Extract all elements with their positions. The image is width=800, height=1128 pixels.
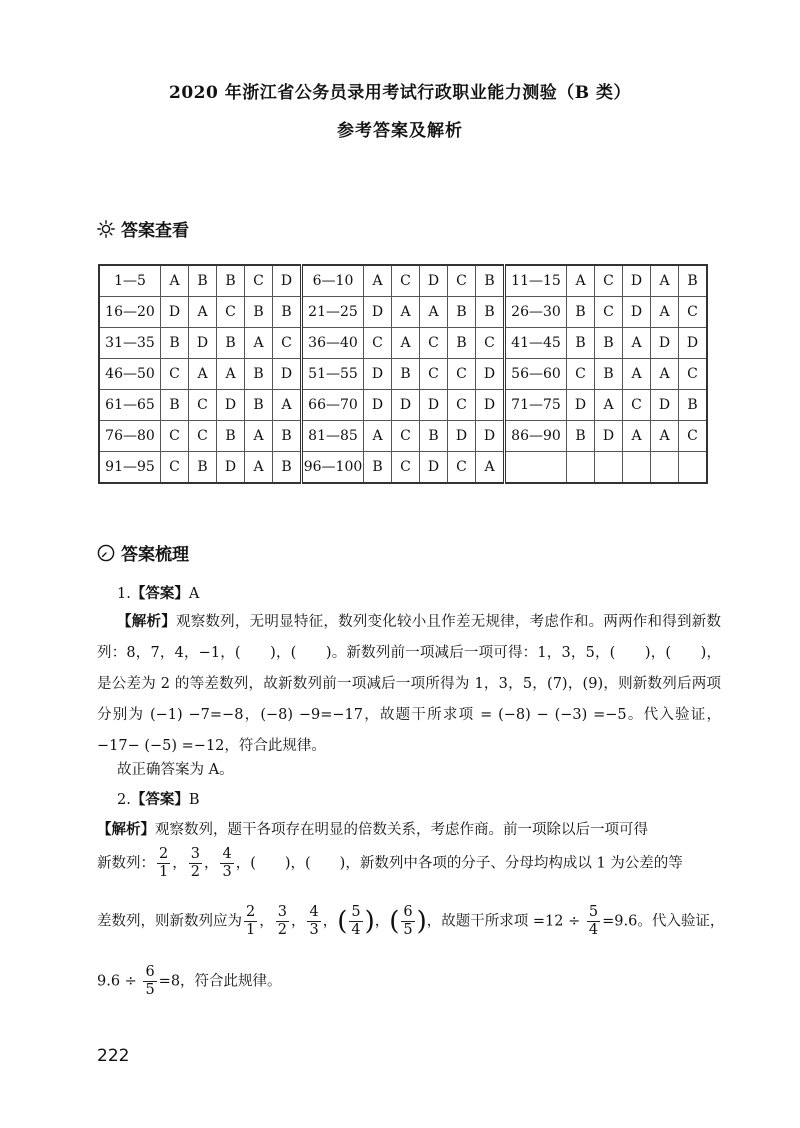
answer-cell: C xyxy=(567,359,595,390)
answer-cell: C xyxy=(189,421,217,452)
answer-cell: D xyxy=(364,297,392,328)
answer-cell: B xyxy=(217,421,245,452)
answer-cell: A xyxy=(420,297,448,328)
q2-analysis-label: 【解析】 xyxy=(97,821,155,838)
answer-cell: D xyxy=(420,390,448,421)
question-range: 41—45 xyxy=(505,328,567,359)
answer-cell: B xyxy=(448,328,476,359)
question-range: 1—5 xyxy=(99,265,161,297)
answer-review-heading-text: 答案梳理 xyxy=(121,545,189,565)
answer-table-row xyxy=(99,265,707,297)
answer-cell xyxy=(595,452,623,484)
clock-icon xyxy=(97,544,115,562)
answer-cell: D xyxy=(476,421,505,452)
answer-cell: D xyxy=(623,265,651,297)
answer-review-heading xyxy=(97,540,189,565)
answer-cell: D xyxy=(364,359,392,390)
fraction-6-5: $\frac{6}{5}$ xyxy=(403,904,413,938)
sun-icon xyxy=(97,220,115,238)
answer-cell: B xyxy=(595,359,623,390)
answer-cell: C xyxy=(392,452,420,484)
q2-line3-prefix: 差数列，则新数列应为 xyxy=(97,913,242,930)
answer-table-row xyxy=(99,297,707,328)
answer-cell: B xyxy=(161,328,189,359)
answer-cell: B xyxy=(273,452,302,484)
answer-cell: C xyxy=(161,359,189,390)
answer-cell: A xyxy=(623,359,651,390)
answer-cell: A xyxy=(651,359,679,390)
answer-cell: C xyxy=(595,297,623,328)
answer-cell: D xyxy=(448,421,476,452)
answer-cell: B xyxy=(476,265,505,297)
answer-check-heading xyxy=(97,216,189,241)
fraction-3-2: $\frac{3}{2}$ xyxy=(190,846,200,880)
fraction-2-1: $\frac{2}{1}$ xyxy=(159,846,169,880)
q1-analysis-label: 【解析】 xyxy=(117,613,176,630)
question-range: 66—70 xyxy=(302,390,364,421)
answer-cell: C xyxy=(420,328,448,359)
answer-cell: D xyxy=(679,328,708,359)
q1-analysis xyxy=(97,606,721,762)
fraction-2-1b: $\frac{2}{1}$ xyxy=(246,904,256,938)
question-range: 96—100 xyxy=(302,452,364,484)
answer-cell: C xyxy=(448,452,476,484)
answer-cell: A xyxy=(364,421,392,452)
q2-line4-prefix: 9.6 ÷ xyxy=(97,973,142,990)
answer-cell: C xyxy=(217,297,245,328)
q2-answer-value: B xyxy=(188,792,200,808)
q1-number: 1. xyxy=(117,586,131,602)
document-subtitle: 参考答案及解析 xyxy=(337,121,463,141)
answer-cell: C xyxy=(679,297,708,328)
question-range: 76—80 xyxy=(99,421,161,452)
answer-cell: C xyxy=(161,452,189,484)
answer-table-row xyxy=(99,421,707,452)
q1-answer-value: A xyxy=(188,586,200,602)
question-range: 36—40 xyxy=(302,328,364,359)
answer-cell: A xyxy=(245,452,273,484)
answer-cell: D xyxy=(595,421,623,452)
answer-cell: D xyxy=(364,390,392,421)
q2-analysis-line4 xyxy=(97,964,722,999)
q2-analysis-line1-text: 观察数列，题干各项存在明显的倍数关系，考虑作商。前一项除以后一项可得 xyxy=(155,822,648,838)
q1-answer-label: 【答案】 xyxy=(130,585,189,602)
q2-line2-prefix: 新数列： xyxy=(97,855,155,872)
answer-cell: C xyxy=(679,421,708,452)
answer-cell: C xyxy=(679,359,708,390)
answer-cell: D xyxy=(420,452,448,484)
answer-cell: B xyxy=(392,359,420,390)
answer-cell: C xyxy=(420,359,448,390)
q2-line3-suffix: =9.6。代入验证， xyxy=(602,913,725,930)
question-range: 56—60 xyxy=(505,359,567,390)
q2-answer-label: 【答案】 xyxy=(130,791,189,808)
answer-cell: C xyxy=(161,421,189,452)
answer-cell: C xyxy=(392,265,420,297)
answer-check-heading-text: 答案查看 xyxy=(121,221,189,241)
answer-cell: A xyxy=(623,328,651,359)
answer-cell: B xyxy=(567,297,595,328)
answer-cell xyxy=(651,452,679,484)
question-range: 6—10 xyxy=(302,265,364,297)
answer-cell: D xyxy=(392,390,420,421)
question-range: 11—15 xyxy=(505,265,567,297)
answer-table-row xyxy=(99,328,707,359)
question-range: 91—95 xyxy=(99,452,161,484)
answer-cell: A xyxy=(651,421,679,452)
q2-analysis-line1 xyxy=(97,818,722,839)
fraction-4-3: $\frac{4}{3}$ xyxy=(222,846,232,880)
answer-cell: B xyxy=(567,421,595,452)
question-range: 26—30 xyxy=(505,297,567,328)
answer-cell: A xyxy=(364,265,392,297)
answer-cell: B xyxy=(217,265,245,297)
answer-cell: B xyxy=(567,328,595,359)
q1-analysis-text: 观察数列，无明显特征，数列变化较小且作差无规律，考虑作和。两两作和得到新数列：8，7，4，−1，( )，( )。新数列前一项减后一项可得：1，3，5，( )，( )，是公差为 2 的等差数列，故新数列前一项减后一项所得为 1，3，5，(7)，(9)，则新数列后两项分别为 (−1) −7=−8，(−8) −9=−17，故题干所求项 = (−8) − (−3) =−5。代入验证，−17− (−5) =−12，符合此规律。 xyxy=(97,614,721,754)
q1-conclusion: 故正确答案为 A。 xyxy=(117,762,234,778)
answer-cell: D xyxy=(217,390,245,421)
answer-cell: C xyxy=(273,328,302,359)
answer-cell: A xyxy=(392,328,420,359)
question-range: 71—75 xyxy=(505,390,567,421)
question-range xyxy=(505,452,567,484)
answer-table-row xyxy=(99,390,707,421)
fraction-4-3b: $\frac{4}{3}$ xyxy=(309,904,319,938)
answer-cell: A xyxy=(595,390,623,421)
answer-cell: A xyxy=(623,421,651,452)
question-range: 81—85 xyxy=(302,421,364,452)
answer-cell: C xyxy=(623,390,651,421)
answer-cell: D xyxy=(651,390,679,421)
answer-cell: C xyxy=(448,265,476,297)
answer-table-row xyxy=(99,359,707,390)
answer-cell: B xyxy=(245,359,273,390)
answer-cell: A xyxy=(217,359,245,390)
answer-cell: B xyxy=(189,452,217,484)
answer-cell: A xyxy=(189,359,217,390)
answer-cell: A xyxy=(651,265,679,297)
answer-cell: C xyxy=(476,328,505,359)
answer-cell: B xyxy=(161,390,189,421)
answer-cell: C xyxy=(189,390,217,421)
q2-answer xyxy=(117,788,742,809)
answer-cell: B xyxy=(595,328,623,359)
answer-cell: C xyxy=(245,265,273,297)
q2-line2-suffix: ，( )，( )，新数列中各项的分子、分母均构成以 1 为公差的等 xyxy=(235,855,683,872)
answer-cell xyxy=(623,452,651,484)
fraction-5-4b: $\frac{5}{4}$ xyxy=(588,904,599,938)
answer-cell: B xyxy=(448,297,476,328)
question-range: 21—25 xyxy=(302,297,364,328)
answer-cell: A xyxy=(189,297,217,328)
answer-cell xyxy=(679,452,708,484)
answer-cell: B xyxy=(420,421,448,452)
answer-cell: B xyxy=(217,328,245,359)
q2-line3-mid: ，故题干所求项 =12 ÷ xyxy=(426,913,585,930)
answer-cell: D xyxy=(567,390,595,421)
answer-cell: A xyxy=(567,265,595,297)
answer-cell: B xyxy=(476,297,505,328)
answer-cell: C xyxy=(364,328,392,359)
answer-cell: D xyxy=(217,452,245,484)
question-range: 46—50 xyxy=(99,359,161,390)
answer-cell: D xyxy=(476,359,505,390)
answer-cell: A xyxy=(273,390,302,421)
answer-cell: D xyxy=(623,297,651,328)
fraction-5-4: $\frac{5}{4}$ xyxy=(351,904,361,938)
q2-line4-suffix: =8，符合此规律。 xyxy=(158,973,282,990)
document-title: 2020 年浙江省公务员录用考试行政职业能力测验（B 类） xyxy=(168,83,632,103)
q1-answer xyxy=(117,582,742,603)
answer-cell: D xyxy=(420,265,448,297)
answer-cell: D xyxy=(476,390,505,421)
q2-number: 2. xyxy=(117,792,131,808)
answer-cell: B xyxy=(273,421,302,452)
answer-cell: B xyxy=(679,390,708,421)
fraction-3-2b: $\frac{3}{2}$ xyxy=(277,904,287,938)
answer-cell: B xyxy=(364,452,392,484)
answer-cell: C xyxy=(392,421,420,452)
answer-cell: D xyxy=(273,359,302,390)
question-range: 61—65 xyxy=(99,390,161,421)
answer-cell: C xyxy=(448,359,476,390)
answer-cell: B xyxy=(679,265,708,297)
question-range: 31—35 xyxy=(99,328,161,359)
answer-cell: B xyxy=(245,390,273,421)
answer-cell: A xyxy=(651,297,679,328)
fraction-6-5b: $\frac{6}{5}$ xyxy=(145,964,155,998)
answer-cell xyxy=(567,452,595,484)
question-range: 86—90 xyxy=(505,421,567,452)
answer-cell: D xyxy=(273,265,302,297)
answer-cell: B xyxy=(245,297,273,328)
question-range: 16—20 xyxy=(99,297,161,328)
answer-cell: B xyxy=(189,265,217,297)
answer-cell: A xyxy=(476,452,505,484)
answer-cell: A xyxy=(245,421,273,452)
answer-cell: D xyxy=(161,297,189,328)
page-number: 222 xyxy=(97,1046,130,1066)
q2-analysis-line2: 新数列： $\frac{2}{1}$ ， $\frac{3}{2}$ ， $\frac{4}{3}$ ，( )，( )，新数列中各项的分子、分母均构成以 1 为公差的等 xyxy=(97,846,683,880)
answer-cell: C xyxy=(595,265,623,297)
answer-table-row xyxy=(99,452,707,484)
q2-analysis-line3: 差数列，则新数列应为 $\frac{2}{1}$ ， $\frac{3}{2}$ ， $\frac{4}{3}$ ，( $\frac{5}{4}$ )，( $\frac{6}{5}$ )，故题干所求项 =12 ÷ $\frac{5}{4}$ =9.6。代入验证， xyxy=(97,904,725,938)
answer-cell: A xyxy=(245,328,273,359)
answer-cell: B xyxy=(273,297,302,328)
answer-cell: A xyxy=(161,265,189,297)
answer-cell: C xyxy=(448,390,476,421)
answer-cell: A xyxy=(392,297,420,328)
answer-cell: D xyxy=(189,328,217,359)
question-range: 51—55 xyxy=(302,359,364,390)
answer-table xyxy=(98,264,708,484)
answer-cell: D xyxy=(651,328,679,359)
